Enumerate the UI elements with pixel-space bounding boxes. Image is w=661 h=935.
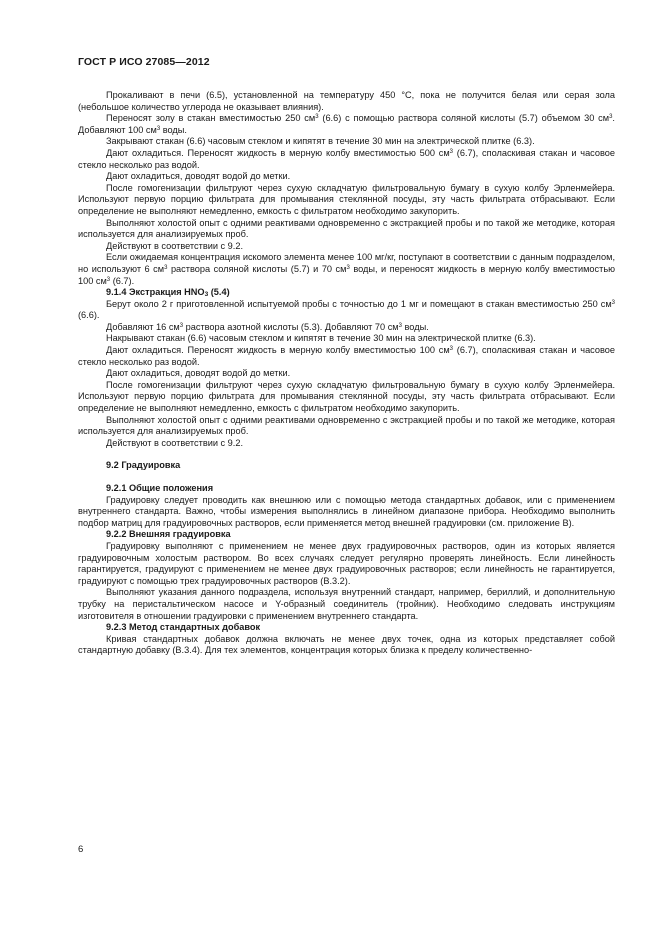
paragraph: Действуют в соответствии с 9.2. <box>106 437 243 448</box>
paragraph: Выполняют холостой опыт с одними реактивами одновременно с экстракцией пробы и по такой же методике, которая используется для анализируемых проб. <box>78 414 615 437</box>
paragraph: Добавляют 16 $см^3$ раствора азотной кислоты (5.3). Добавляют 70 $см^3$ воды. <box>106 321 429 332</box>
section-heading-9-2-1: 9.2.1 Общие положения <box>106 483 214 493</box>
paragraph: Дают охладиться. Переносят жидкость в мерную колбу вместимостью 500 $см^3$ (6.7), споласкивая стакан и часовое стекло несколько раз водой. <box>78 147 615 170</box>
paragraph: Дают охладиться, доводят водой до метки. <box>106 368 291 379</box>
paragraph: После гомогенизации фильтруют через сухую складчатую фильтровальную бумагу в сухую колбу Эрленмейера. Используют первую порцию фильтрата для промывания стеклянной посуды, эту часть фильтрата отбрасывают. Если определение не выполняют немедленно, емкость с фильтратом необходимо закупорить. <box>78 379 615 414</box>
paragraph: Градуировку выполняют с применением не менее двух градуировочных растворов, один из которых является градуировочным холостым раствором. Во всех случаях следует регулярно проверять линейность. Если линейность гарантируется, градуируют с применением не менее двух градуировочных растворов; если линейность не гарантируется, градуируют с помощью трех градуировочных растворов (В.3.2). <box>78 540 615 586</box>
section-heading-9-2-3: 9.2.3 Метод стандартных добавок <box>106 622 261 633</box>
page-number: 6 <box>78 844 84 855</box>
paragraph: Выполняют холостой опыт с одними реактивами одновременно с экстракцией пробы и по такой же методике, которая используется для анализируемых проб. <box>78 217 615 240</box>
section-heading-9-1-4: 9.1.4 Экстракция $HNO_3$ (5.4) <box>106 287 230 299</box>
paragraph: Берут около 2 г приготовленной испытуемой пробы с точностью до 1 мг и помещают в стакан вместимостью 250 $см^3$ (6.6). <box>78 298 615 321</box>
paragraph: Кривая стандартных добавок должна включать не менее двух точек, одна из которых представляет собой стандартную добавку (В.3.4). Для тех элементов, концентрация которых близка к пределу количественно- <box>78 633 615 656</box>
section-heading-9-2: 9.2 Градуировка <box>106 460 181 471</box>
paragraph: Переносят золу в стакан вместимостью 250 $см^3$ (6.6) с помощью раствора соляной кислоты (5.7) объемом 30 $см^3$. Добавляют 100 $см^3$ воды. <box>78 113 615 135</box>
paragraph: Действуют в соответствии с 9.2. <box>106 240 243 251</box>
section-heading-9-2-2: 9.2.2 Внешняя градуировка <box>106 529 231 540</box>
paragraph: После гомогенизации фильтруют через сухую складчатую фильтровальную бумагу в сухую колбу Эрленмейера. Используют первую порцию фильтрата для промывания стеклянной посуды, эту часть фильтрата отбрасывают. Если определение не выполняют немедленно, емкость с фильтратом необходимо закупорить. <box>78 182 615 216</box>
paragraph: Дают охладиться, доводят водой до метки. <box>106 171 291 182</box>
document-page <box>78 56 615 657</box>
paragraph: Если ожидаемая концентрация искомого элемента менее 100 мг/кг, поступают в соответствии с данным подразделом, но используют 6 $см^3$ раствора соляной кислоты (5.7) и 70 $см^3$ воды, и переносят жидкость в мерную колбу вместимостью 100 $см^3$ (6.7). <box>78 252 615 286</box>
paragraph: Закрывают стакан (6.6) часовым стеклом и кипятят в течение 30 мин на электрической плитке (6.3). <box>106 136 535 147</box>
paragraph: Градуировку следует проводить как внешнюю или с помощью метода стандартных добавок, или с применением внутреннего стандарта. Важно, чтобы измерения выполнялись в линейном диапазоне прибора. Необходимо выполнить подбор матриц для градуировочных растворов, если применяется метод внешней градуировки (см. приложение В). <box>78 494 615 528</box>
document-body <box>78 90 615 657</box>
paragraph: Выполняют указания данного подраздела, используя внутренний стандарт, например, бериллий, и дополнительную трубку на перистальтическом насосе и Y-образный соединитель (тройник). Необходимо следовать инструкциям изготовителя в отношении градуировки с применением внутреннего стандарта. <box>78 587 615 621</box>
paragraph: Накрывают стакан (6.6) часовым стеклом и кипятят в течение 30 мин на электрической плитке (6.3). <box>106 333 536 344</box>
paragraph: Прокаливают в печи (6.5), установленной на температуру 450 °С, пока не получится белая или серая зола (небольшое количество углерода не оказывает влияния). <box>78 90 615 112</box>
document-header: ГОСТ Р ИСО 27085—2012 <box>78 56 210 68</box>
paragraph: Дают охладиться. Переносят жидкость в мерную колбу вместимостью 100 $см^3$ (6.7), споласкивая стакан и часовое стекло несколько раз водой. <box>78 345 615 367</box>
